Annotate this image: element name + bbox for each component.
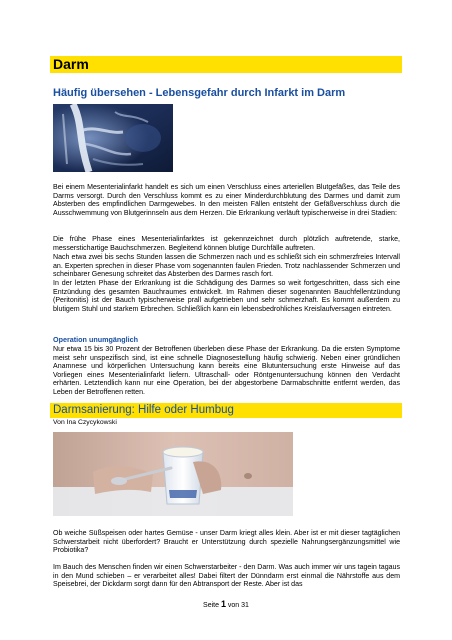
section2-paragraph-2: Im Bauch des Menschen finden wir einen Schwerstarbeiter - den Darm. Was auch immer wir uns tagein tagaus in den Mund schieben – er verarbeitet alles! Dabei filtert der Dünndarm erst einmal die Nährstoffe aus dem Speisebrei, der Dickdarm sorgt dann für den Abtransport der Reste. Aber ist das (53, 564, 400, 589)
article-headline: Häufig übersehen - Lebensgefahr durch Infarkt im Darm (53, 87, 346, 99)
yogurt-photo-graphic (53, 432, 293, 516)
section-title-darmsanierung: Darmsanierung: Hilfe oder Humbug (50, 403, 402, 418)
intro-paragraph-1: Bei einem Mesenterialinfarkt handelt es sich um einen Verschluss eines arteriellen Blutgefäßes, das Teile des Darms versorgt. Durch den Verschluss kommt es zu einer Minderdurchblutung des Darmes und damit zum Absterben des empfindlichen Darmgewebes. In den meisten Fällen entsteht der Gefäßverschluss durch die Ausschwemmung von Blutgerinnseln aus dem Herzen. Die Erkrankung verläuft typischerweise in drei Stadien: (53, 184, 400, 217)
footer-page-number: 1 (220, 599, 226, 609)
angiogram-graphic (53, 104, 173, 172)
intro-paragraph-3: Nach etwa zwei bis sechs Stunden lassen die Schmerzen nach und es schließt sich ein schmerzfreies Intervall an. Experten sprechen in dieser Phase vom sogenannten faulen Frieden. Trotz nachlassender Schmerzen und scheinbarer Genesung schreitet das Absterben des Darmes rasch fort. (53, 254, 400, 279)
page-footer (0, 600, 452, 610)
intro-paragraph-4: In der letzten Phase der Erkrankung ist die Schädigung des Darmes so weit fortgeschritten, dass sich eine Entzündung des gesamten Bauchraumes entwickelt. Im Rahmen dieser sogenannten Bauchfellentzündung (Peritonitis) ist der Bauch typischerweise prall aufgetrieben und sehr schmerzhaft. Es kommt außerdem zu blutigem Stuhl und starkem Erbrechen. Schließlich kann ein lebensbedrohliches Kreislaufversagen eintreten. (53, 280, 400, 313)
subheading-operation: Operation unumgänglich (53, 335, 139, 344)
operation-paragraph: Nur etwa 15 bis 30 Prozent der Betroffenen überleben diese Phase der Erkrankung. Da die ersten Symptome meist sehr unspezifisch sind, ist eine schnelle Diagnosestellung häufig schwierig. Neben einer gründlichen Anamnese und körperlichen Untersuchung kann bereits eine Blutuntersuchung erste Hinweise auf das Vorliegen eines Mesenterialinfarkt liefern. Ultraschall- oder Röntgenuntersuchung können den Verdacht erhärten. Letztendlich kann nur eine Operation, bei der abgestorbene Darmabschnitte entfernt werden, das Leben der Betroffenen retten. (53, 346, 400, 396)
footer-prefix: Seite (203, 602, 221, 609)
page-title: Darm (50, 56, 402, 73)
section2-paragraph-1: Ob weiche Süßspeisen oder hartes Gemüse - unser Darm kriegt alles klein. Aber ist er mit dieser tagtäglichen Schwerstarbeit nicht überfordert? Braucht er Unterstützung durch spezielle Nahrungsergänzungsmittel wie Probiotika? (53, 530, 400, 555)
angiogram-image (53, 104, 173, 172)
footer-suffix: von 31 (225, 602, 249, 609)
intro-paragraph-2: Die frühe Phase eines Mesenterialinfarktes ist gekennzeichnet durch plötzlich auftretende, starke, messerstichartige Bauchschmerzen. Begleitend können blutige Durchfälle auftreten. (53, 236, 400, 252)
byline: Von Ina Czycykowski (53, 419, 117, 426)
yogurt-photo (53, 432, 293, 516)
